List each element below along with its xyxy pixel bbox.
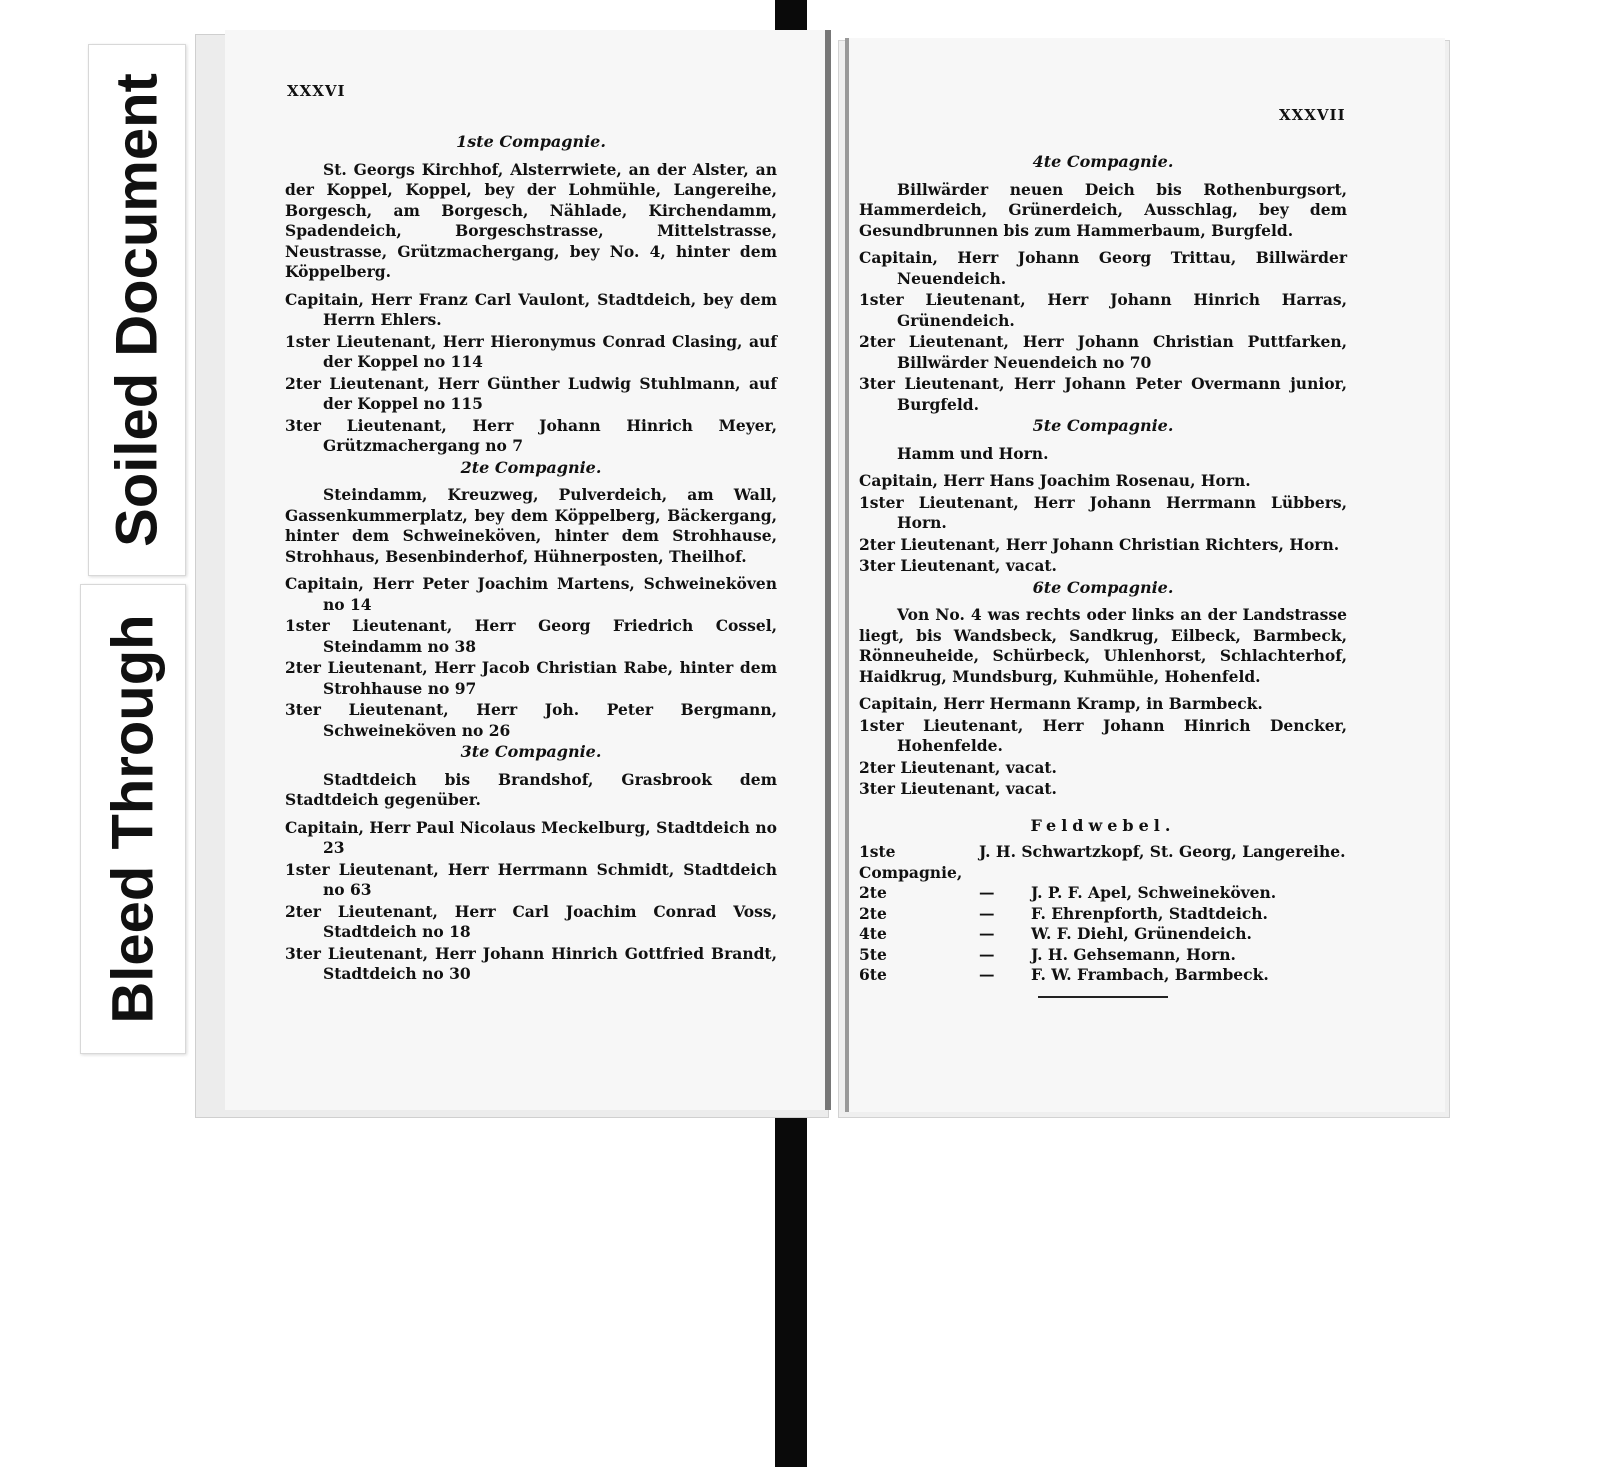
company-section [285, 458, 777, 742]
feldwebel-company: 2te [859, 883, 887, 902]
feldwebel-dash: — [979, 965, 995, 984]
closing-rule [1038, 996, 1168, 998]
officer-entry: 2ter Lieutenant, Herr Günther Ludwig Stuhlmann, auf der Koppel no 115 [285, 373, 777, 413]
right-page-number: XXXVII [1279, 106, 1346, 124]
feldwebel-name: F. W. Frambach, Barmbeck. [1031, 965, 1269, 984]
left-page-number: XXXVI [287, 82, 346, 100]
company-section [859, 416, 1347, 577]
soiled-document-tab [88, 44, 186, 576]
officer-entry: 2ter Lieutenant, Herr Carl Joachim Conrad Voss, Stadtdeich no 18 [285, 901, 777, 941]
feldwebel-company: 6te [859, 965, 887, 984]
officer-entry: Capitain, Herr Paul Nicolaus Meckelburg, Stadtdeich no 23 [285, 817, 777, 857]
feldwebel-row [859, 965, 1347, 986]
officer-entry: 3ter Lieutenant, Herr Johann Peter Overmann junior, Burgfeld. [859, 374, 1347, 414]
feldwebel-section [859, 816, 1347, 998]
officer-entry: 2ter Lieutenant, Herr Jacob Christian Rabe, hinter dem Strohhause no 97 [285, 658, 777, 698]
company-districts: Billwärder neuen Deich bis Rothenburgsort, Hammerdeich, Grünerdeich, Ausschlag, bey dem Gesundbrunnen bis zum Hammerbaum, Burgfeld. [859, 179, 1347, 240]
officer-entry: 1ster Lieutenant, Herr Georg Friedrich Cossel, Steindamm no 38 [285, 616, 777, 656]
feldwebel-name: J. H. Schwartzkopf, St. Georg, Langereihe. [979, 842, 1346, 861]
officer-entry: 1ster Lieutenant, Herr Herrmann Schmidt, Stadtdeich no 63 [285, 859, 777, 899]
feldwebel-heading: Feldwebel. [1030, 815, 1176, 835]
officer-entry: Capitain, Herr Franz Carl Vaulont, Stadtdeich, bey dem Herrn Ehlers. [285, 289, 777, 329]
officer-entry: Capitain, Herr Hans Joachim Rosenau, Horn. [859, 471, 1251, 490]
officer-entry: 3ter Lieutenant, Herr Johann Hinrich Meyer, Grützmachergang no 7 [285, 415, 777, 455]
feldwebel-row [859, 883, 1347, 904]
officer-entry: 2ter Lieutenant, Herr Johann Christian Richters, Horn. [859, 534, 1340, 554]
company-heading: 4te Compagnie. [1032, 152, 1174, 171]
feldwebel-name: W. F. Diehl, Grünendeich. [1031, 924, 1252, 943]
officer-entry: 1ster Lieutenant, Herr Johann Hinrich Harras, Grünendeich. [859, 290, 1347, 330]
officer-entry: 2ter Lieutenant, vacat. [859, 757, 1057, 777]
bleed-through-tab [80, 584, 186, 1054]
feldwebel-company: 1ste Compagnie, [859, 842, 963, 882]
soiled-document-label: Soiled Document [104, 73, 170, 547]
officer-entry: 3ter Lieutenant, vacat. [859, 556, 1057, 575]
right-page [845, 38, 1445, 1112]
feldwebel-dash: — [979, 903, 995, 923]
company-districts: Hamm und Horn. [897, 443, 1049, 463]
company-heading: 2te Compagnie. [460, 457, 602, 477]
company-districts: St. Georgs Kirchhof, Alsterrwiete, an der Alster, an der Koppel, Koppel, bey der Lohmühle, Langereihe, Borgesch, am Borgesch, Nählade, Kirchendamm, Spadendeich, Borgeschstrasse, Mittelstrasse, Neustrasse, Grützmachergang, bey No. 4, hinter dem Köppelberg. [285, 159, 777, 281]
company-heading: 1ste Compagnie. [456, 132, 606, 151]
feldwebel-row [859, 945, 1347, 966]
officer-entry: 1ster Lieutenant, Herr Johann Herrmann Lübbers, Horn. [859, 492, 1347, 532]
officer-entry: Capitain, Herr Johann Georg Trittau, Billwärder Neuendeich. [859, 248, 1347, 288]
feldwebel-company: 4te [859, 924, 887, 943]
company-section [285, 132, 777, 457]
right-page-content [859, 152, 1347, 998]
officer-entry: 1ster Lieutenant, Herr Johann Hinrich Dencker, Hohenfelde. [859, 715, 1347, 755]
feldwebel-row [859, 924, 1347, 945]
officer-entry: Capitain, Herr Hermann Kramp, in Barmbeck. [859, 694, 1263, 713]
company-districts: Stadtdeich bis Brandshof, Grasbrook dem Stadtdeich gegenüber. [285, 769, 777, 809]
officer-entry: Capitain, Herr Peter Joachim Martens, Schweineköven no 14 [285, 574, 777, 614]
company-section [285, 742, 777, 985]
left-page [225, 30, 831, 1110]
feldwebel-name: J. P. F. Apel, Schweineköven. [1031, 883, 1277, 902]
feldwebel-name: J. H. Gehsemann, Horn. [1031, 944, 1236, 964]
officer-entry: 1ster Lieutenant, Herr Hieronymus Conrad Clasing, auf der Koppel no 114 [285, 331, 777, 371]
feldwebel-company: 5te [859, 944, 887, 964]
feldwebel-name: F. Ehrenpforth, Stadtdeich. [1031, 903, 1268, 923]
company-section [859, 152, 1347, 415]
company-districts: Von No. 4 was rechts oder links an der Landstrasse liegt, bis Wandsbeck, Sandkrug, Eilbeck, Barmbeck, Rönneuheide, Schürbeck, Uhlenhorst, Schlachterhof, Haidkrug, Mundsburg, Kuhmühle, Hohenfeld. [859, 605, 1347, 686]
company-heading: 3te Compagnie. [460, 742, 602, 761]
left-page-content [285, 132, 777, 986]
feldwebel-dash: — [979, 944, 995, 964]
bleed-through-label: Bleed Through [100, 614, 166, 1024]
company-section [859, 578, 1347, 800]
company-heading: 6te Compagnie. [1032, 577, 1174, 597]
feldwebel-row [859, 842, 1347, 883]
officer-entry: 3ter Lieutenant, vacat. [859, 779, 1057, 798]
company-heading: 5te Compagnie. [1032, 416, 1174, 435]
officer-entry: 2ter Lieutenant, Herr Johann Christian Puttfarken, Billwärder Neuendeich no 70 [859, 332, 1347, 372]
feldwebel-dash: — [979, 924, 995, 943]
feldwebel-row [859, 904, 1347, 925]
company-districts: Steindamm, Kreuzweg, Pulverdeich, am Wall, Gassenkummerplatz, bey dem Köppelberg, Bäckergang, hinter dem Schweineköven, hinter dem Strohhause, Strohhaus, Besenbinderhof, Hühnerposten, Theilhof. [285, 485, 777, 566]
officer-entry: 3ter Lieutenant, Herr Johann Hinrich Gottfried Brandt, Stadtdeich no 30 [285, 943, 777, 983]
feldwebel-company: 2te [859, 903, 887, 923]
officer-entry: 3ter Lieutenant, Herr Joh. Peter Bergmann, Schweineköven no 26 [285, 700, 777, 740]
feldwebel-dash: — [979, 883, 995, 902]
ribbon-bookmark-bottom [775, 1104, 807, 1467]
